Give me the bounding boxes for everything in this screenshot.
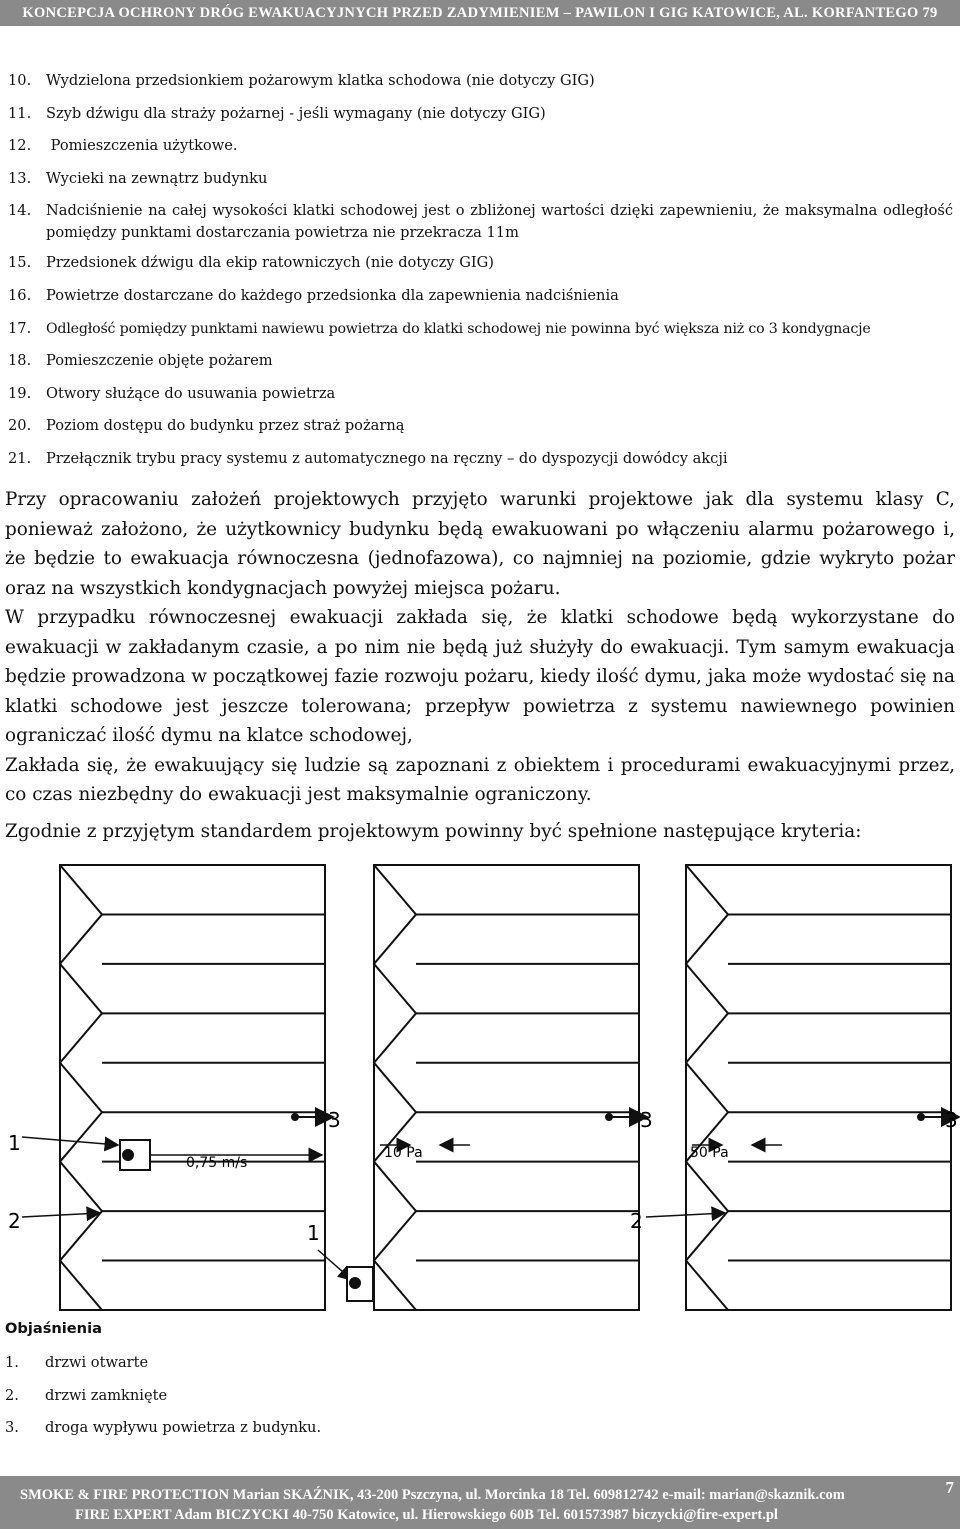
legend-number: 3. (5, 1419, 19, 1437)
list-text: Przełącznik trybu pracy systemu z automatycznego na ręczny – do dyspozycji dowódcy akcji (46, 449, 728, 467)
page-footer (0, 1476, 960, 1529)
label-velocity: 0,75 m/s (186, 1155, 248, 1171)
stairwell-outline (374, 865, 639, 1310)
legend-item (5, 1417, 505, 1439)
list-item (8, 285, 953, 307)
legend-number: 1. (5, 1354, 19, 1371)
label-outflow-a: 3 (328, 1108, 341, 1132)
list-text: Pomieszczenia użytkowe. (46, 137, 238, 155)
label-pressure-50: 50 Pa (690, 1145, 729, 1161)
list-number: 16. (8, 286, 32, 304)
pointer-open-door (22, 1137, 118, 1145)
list-text: Szyb dźwigu dla straży pożarnej - jeśli wymagany (nie dotyczy GIG) (46, 104, 546, 122)
list-text: Poziom dostępu do budynku przez straż pożarną (46, 417, 405, 435)
list-number: 18. (8, 352, 32, 370)
label-outflow-c: 3 (945, 1108, 958, 1132)
staircase-zigzag (374, 865, 416, 1310)
list-item (8, 168, 953, 190)
legend-text: drzwi zamknięte (45, 1386, 168, 1404)
list-text: Pomieszczenie objęte pożarem (46, 352, 273, 370)
label-open-door-left: 1 (8, 1131, 21, 1155)
outflow-point (291, 1113, 299, 1121)
footer-line-2: FIRE EXPERT Adam BICZYCKI 40-750 Katowice, ul. Hierowskiego 60B Tel. 601573987 biczycki@fire-expert.pl (75, 1507, 778, 1523)
list-item (8, 318, 953, 340)
stairwell-outline (686, 865, 951, 1310)
list-text: Wydzielona przedsionkiem pożarowym klatka schodowa (nie dotyczy GIG) (46, 72, 595, 89)
door-handle (122, 1149, 134, 1161)
outflow-point (605, 1113, 613, 1121)
label-closed-door-right: 2 (630, 1209, 643, 1233)
label-outflow-b: 3 (640, 1108, 653, 1132)
list-number: 11. (8, 104, 32, 122)
legend-text: drzwi otwarte (45, 1354, 149, 1371)
criteria-intro: Zgodnie z przyjętym standardem projektowym powinny być spełnione następujące kryteria: (5, 821, 862, 842)
list-number: 17. (8, 319, 32, 337)
diagram-svg (0, 855, 960, 1315)
paragraph: W przypadku równoczesnej ewakuacji zakłada się, że klatki schodowe będą wykorzystane do ewakuacji w zakładanym czasie, a po nim nie będą już służyły do ewakuacji. Tym samym ewakuacja będzie prowadzona w początkowej fazie rozwoju pożaru, kiedy ilość dymu, jaka może wydostać się na klatki schodowe jest jeszcze tolerowana; przepływ powietrza z systemu nawiewnego powinien ograniczać ilość dymu na klatce schodowej, (5, 607, 955, 746)
list-text: Otwory służące do usuwania powietrza (46, 384, 336, 402)
list-text: Przedsionek dźwigu dla ekip ratowniczych (nie dotyczy GIG) (46, 254, 494, 272)
list-number: 10. (8, 72, 32, 89)
legend-text: droga wypływu powietrza z budynku. (45, 1419, 322, 1437)
page-number: 7 (945, 1478, 954, 1497)
list-item (8, 135, 953, 157)
list-number: 21. (8, 449, 32, 467)
list-number: 19. (8, 384, 32, 402)
list-text: Powietrze dostarczane do każdego przedsionka dla zapewnienia nadciśnienia (46, 286, 619, 304)
list-item (8, 103, 953, 125)
numbered-list (8, 70, 953, 481)
stairwell-columns (22, 865, 959, 1310)
legend-number: 2. (5, 1386, 19, 1404)
list-number: 20. (8, 417, 32, 435)
list-item (8, 383, 953, 405)
paragraph: Zakłada się, że ewakuujący się ludzie są zapoznani z obiektem i procedurami ewakuacyjnymi przez, co czas niezbędny do ewakuacji jest maksymalnie ograniczony. (5, 754, 955, 805)
list-number: 15. (8, 254, 32, 272)
list-number: 13. (8, 169, 32, 187)
legend-item (5, 1352, 505, 1374)
list-text: Odległość pomiędzy punktami nawiewu powietrza do klatki schodowej nie powinna być większa niż co 3 kondygnacje (46, 320, 871, 337)
page-header (0, 0, 960, 26)
legend-item (5, 1385, 505, 1407)
staircase-zigzag (686, 865, 728, 1310)
paragraph: Przy opracowaniu założeń projektowych przyjęto warunki projektowe jak dla systemu klasy C, ponieważ założono, że użytkownicy budynku będą ewakuowani po włączeniu alarmu pożarowego i, że będzie to ewakuacja równoczesna (jednofazowa), co najmniej na poziomie, gdzie wykryto pożar oraz na wszystkich kondygnacjach powyżej miejsca pożaru. (5, 489, 955, 599)
label-open-door-mid: 1 (307, 1221, 320, 1245)
door-handle-mid (349, 1277, 361, 1289)
label-closed-door-left: 2 (8, 1209, 21, 1233)
outflow-point (917, 1113, 925, 1121)
list-item (8, 70, 953, 92)
pressurization-diagram (0, 855, 960, 1319)
list-item (8, 252, 953, 274)
footer-line-1: SMOKE & FIRE PROTECTION Marian SKAŹNIK, 43-200 Pszczyna, ul. Morcinka 18 Tel. 609812742 e-mail: marian@skaznik.com (20, 1487, 845, 1503)
staircase-zigzag (60, 865, 102, 1310)
body-text (5, 485, 955, 810)
stairwell-outline (60, 865, 325, 1310)
list-item (8, 448, 953, 470)
list-text: Nadciśnienie na całej wysokości klatki schodowej jest o zbliżonej wartości dzięki zapewnieniu, że maksymalna odległość pomiędzy punktami dostarczania powietrza nie przekracza 11m (46, 202, 953, 242)
list-text: Wycieki na zewnątrz budynku (46, 169, 268, 187)
legend-title: Objaśnienia (5, 1320, 102, 1337)
list-number: 12. (8, 137, 32, 155)
label-pressure-10: 10 Pa (384, 1145, 423, 1161)
list-item (8, 350, 953, 372)
list-item (8, 415, 953, 437)
list-item (8, 200, 953, 244)
header-title: KONCEPCJA OCHRONY DRÓG EWAKUACYJNYCH PRZED ZADYMIENIEM – PAWILON I GIG KATOWICE, AL. KORFANTEGO 79 (22, 5, 938, 21)
list-number: 14. (8, 202, 32, 220)
legend (5, 1352, 505, 1450)
